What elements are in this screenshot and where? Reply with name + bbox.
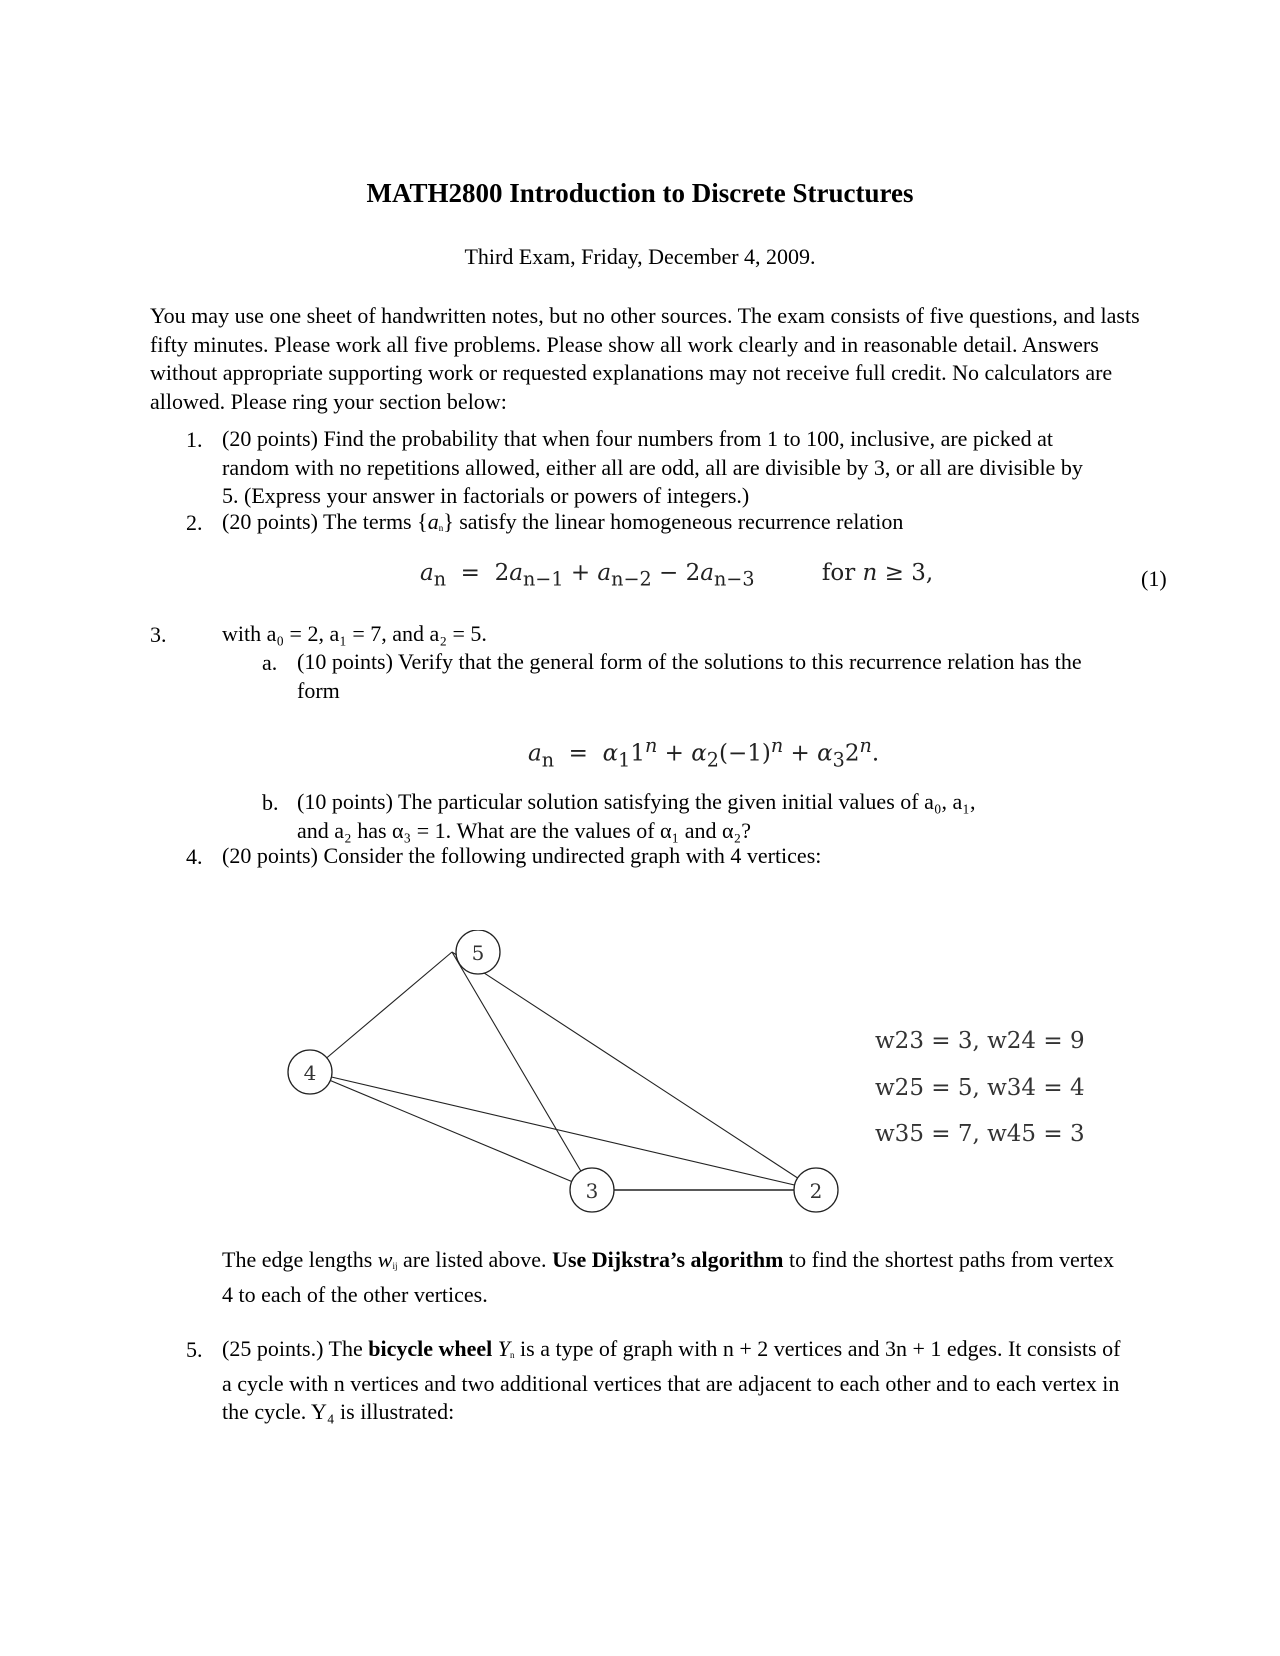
edge-3-4 [310,1072,592,1190]
edge-weights-row-3: w35 = 7, w45 = 3 [875,1121,1085,1147]
svg-text:2: 2 [809,1179,823,1203]
question-2-text: (20 points) The terms $\{a_n\}$ satisfy the linear homogeneous recurrence relation [222,509,904,534]
edge-3-5 [452,952,592,1190]
svg-text:4: 4 [303,1061,317,1085]
vertex-3 [570,1168,614,1212]
question-5-text: (25 points.) The bicycle wheel $Y_n$ is a type of graph with n + 2 vertices and 3n + 1 edges. It consists of a cycle with n vertices and two additional vertices that are adjacent to each other and to each vertex in the cycle. Y₄ is illustrated: [222,1336,1121,1424]
question-4-text: (20 points) Consider the following undirected graph with 4 vertices: [222,843,822,868]
dijkstra-instructions: The edge lengths $w_{ij}$ are listed above. Use Dijkstra’s algorithm to find the shortest paths from vertex 4 to each of the other vertices. [222,1247,1114,1307]
edge-2-4 [310,1072,816,1190]
page-title: MATH2800 Introduction to Discrete Structures [366,178,914,208]
question-3-initial-values: with a₀ = 2, a₁ = 7, and a₂ = 5. [222,621,487,646]
equation-tag: (1) [1141,566,1167,591]
vertex-5 [456,930,500,974]
recurrence-equation: $a_n = 2a_{n-1} + a_{n-2} - 2a_{n-3}$ for n ≥ 3, [420,560,934,591]
edge-weights-row-2: w25 = 5, w34 = 4 [875,1075,1085,1101]
part-b-text: (10 points) The particular solution satisfying the given initial values of a₀, a₁, and a₂ has α₃ = 1. What are the values of α₁ and α₂? [297,789,976,843]
exam-subtitle: Third Exam, Friday, December 4, 2009. [464,244,816,269]
general-solution-equation: $a_n = \alpha_11^n + \alpha_2(-1)^n + \alpha_32^n$. [528,734,880,772]
vertex-2 [794,1168,838,1212]
svg-text:3: 3 [585,1179,599,1203]
svg-text:5: 5 [471,941,485,965]
part-a-text: (10 points) Verify that the general form of the solutions to this recurrence relation has the form [297,649,1082,703]
question-4-number: 4. [186,844,203,869]
exam-instructions: You may use one sheet of handwritten notes, but no other sources. The exam consists of five questions, and lasts fifty minutes. Please work all five problems. Please show all work clearly and in reasonable detail. Answers without appropriate supporting work or requested explanations may not receive full credit. No calculators are allowed. Please ring your section below: [150,303,1140,414]
question-2-number: 2. [186,510,203,535]
vertex-4 [288,1050,332,1094]
question-1-text: (20 points) Find the probability that when four numbers from 1 to 100, inclusive, are picked at random with no repetitions allowed, either all are odd, all are divisible by 3, or all are divisible by 5. (Express your answer in factorials or powers of integers.) [222,426,1083,508]
part-b-label: b. [262,790,279,815]
edge-4-5 [310,952,452,1072]
weighted-graph [280,930,850,1230]
part-a-label: a. [262,650,278,675]
question-3-number: 3. [150,622,167,647]
question-5-number: 5. [186,1337,203,1362]
edge-weights-row-1: w23 = 3, w24 = 9 [875,1028,1085,1054]
question-1-number: 1. [186,427,203,452]
